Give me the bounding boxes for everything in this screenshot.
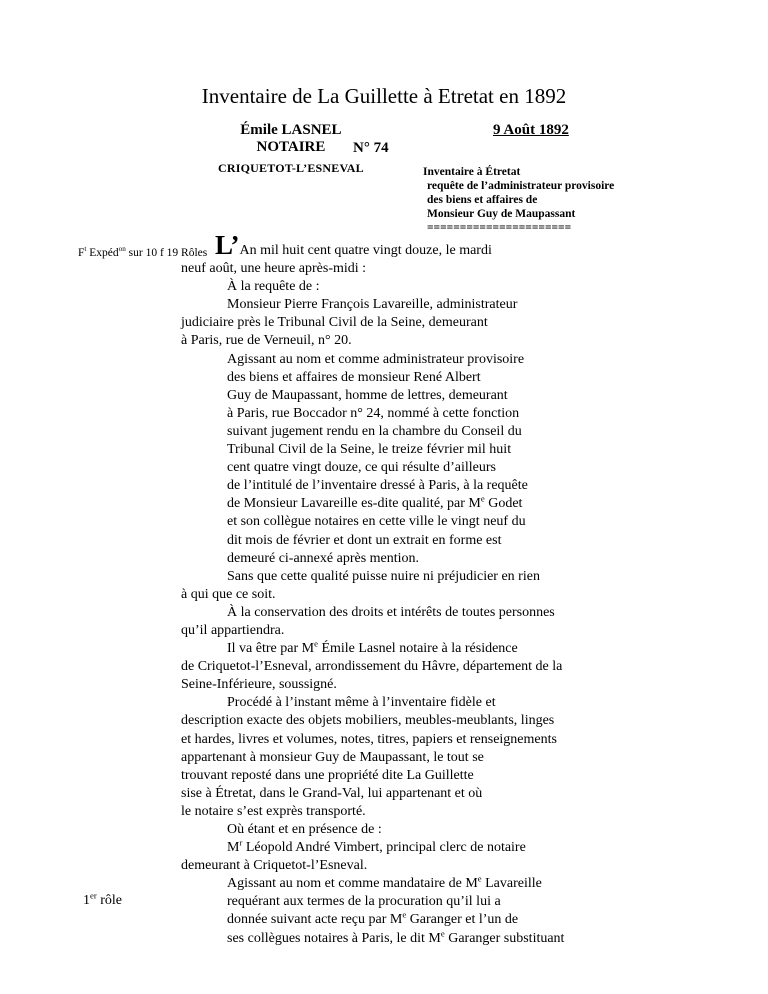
body-line: et son collègue notaires en cette ville le vingt neuf du <box>227 514 526 530</box>
notary-name: Émile LASNEL <box>240 122 342 138</box>
body-line: $M^r$ Léopold André Vimbert, principal clerc de notaire <box>227 837 526 856</box>
subject-separator: ====================== <box>427 222 572 234</box>
body-line: des biens et affaires de monsieur René Albert <box>227 369 481 385</box>
body-line: cent quatre vingt douze, ce qui résulte d’ailleurs <box>227 460 497 476</box>
body-line: dit mois de février et dont un extrait en forme est <box>227 532 502 548</box>
body-line: ses collègues notaires à Paris, le dit Me Garanger substituant <box>227 927 565 946</box>
body-line: de Monsieur Lavareille es-dite qualité, par Me Godet <box>227 493 523 512</box>
body-line: À la requête de : <box>227 279 320 295</box>
subject-line: Monsieur Guy de Maupassant <box>427 208 576 220</box>
body-line: Tribunal Civil de la Seine, le treize février mil huit <box>227 442 512 458</box>
body-line: et hardes, livres et volumes, notes, titres, papiers et renseignements <box>181 731 557 747</box>
body-line: demeuré ci-annexé après mention. <box>227 550 420 566</box>
document-title: Inventaire de La Guillette à Etretat en 1892 <box>201 84 567 108</box>
body-line: judiciaire près le Tribunal Civil de la Seine, demeurant <box>181 315 488 331</box>
body-line: requérant aux termes de la procuration qu’il lui a <box>227 894 501 910</box>
act-number: N° 74 <box>353 140 389 156</box>
body-line: Procédé à l’instant même à l’inventaire fidèle et <box>227 695 496 711</box>
body-line: à qui que ce soit. <box>181 586 276 602</box>
notary-town: CRIQUETOT-L’ESNEVAL <box>218 161 364 175</box>
body-line: donnée suivant acte reçu par Me Garanger et l’un de <box>227 909 519 928</box>
drop-cap: L’ <box>215 230 240 260</box>
subject-line: Inventaire à Étretat <box>423 166 521 178</box>
body-line: qu’il appartiendra. <box>181 622 285 638</box>
body-line: demeurant à Criquetot-l’Esneval. <box>181 858 368 874</box>
body-line: de Criquetot-l’Esneval, arrondissement du Hâvre, département de la <box>181 659 563 675</box>
body-line: à Paris, rue de Verneuil, n° 20. <box>181 333 352 349</box>
body-line: à Paris, rue Boccador n° 24, nommé à cette fonction <box>227 405 520 421</box>
body-line: Agissant au nom et comme administrateur provisoire <box>227 351 525 367</box>
body-line: appartenant à monsieur Guy de Maupassant, le tout se <box>181 749 484 765</box>
body-line: Sans que cette qualité puisse nuire ni préjudicier en rien <box>227 568 540 584</box>
body-line: description exacte des objets mobiliers, meubles-meublants, linges <box>181 713 555 729</box>
body-line: sise à Étretat, dans le Grand-Val, lui appartenant et où <box>181 785 483 801</box>
body-line: de l’intitulé de l’inventaire dressé à Paris, à la requête <box>227 478 528 494</box>
body-line: suivant jugement rendu en la chambre du Conseil du <box>227 423 522 439</box>
act-date: 9 Août 1892 <box>493 122 569 138</box>
body-line: trouvant reposté dans une propriété dite La Guillette <box>181 767 474 783</box>
notary-title: NOTAIRE <box>256 139 326 155</box>
body-line: Où étant et en présence de : <box>227 822 382 837</box>
body-line: L’An mil huit cent quatre vingt douze, le mardi <box>215 230 492 260</box>
subject-line: des biens et affaires de <box>427 194 538 206</box>
subject-block <box>423 165 614 235</box>
body-line: le notaire s’est exprès transporté. <box>181 803 366 819</box>
body-line: À la conservation des droits et intérêts de toutes personnes <box>227 604 555 620</box>
margin-role-marker: 1er rôle <box>83 890 123 908</box>
body-line: Agissant au nom et comme mandataire de Me Lavareille <box>227 873 542 892</box>
body-line: Seine-Inférieure, soussigné. <box>181 677 337 693</box>
margin-note-expedition: $F^t$ Expéd$^{on}$ sur 10 f 19 Rôles <box>78 245 208 259</box>
body-line: Guy de Maupassant, homme de lettres, demeurant <box>227 387 508 403</box>
body-line: neuf août, une heure après-midi : <box>181 261 367 277</box>
body-line: Il va être par Me Émile Lasnel notaire à la résidence <box>227 638 518 657</box>
notary-block <box>218 122 364 177</box>
subject-line: requête de l’administrateur provisoire <box>427 180 615 192</box>
document-body <box>181 230 565 948</box>
body-line: Monsieur Pierre François Lavareille, administrateur <box>227 297 518 313</box>
